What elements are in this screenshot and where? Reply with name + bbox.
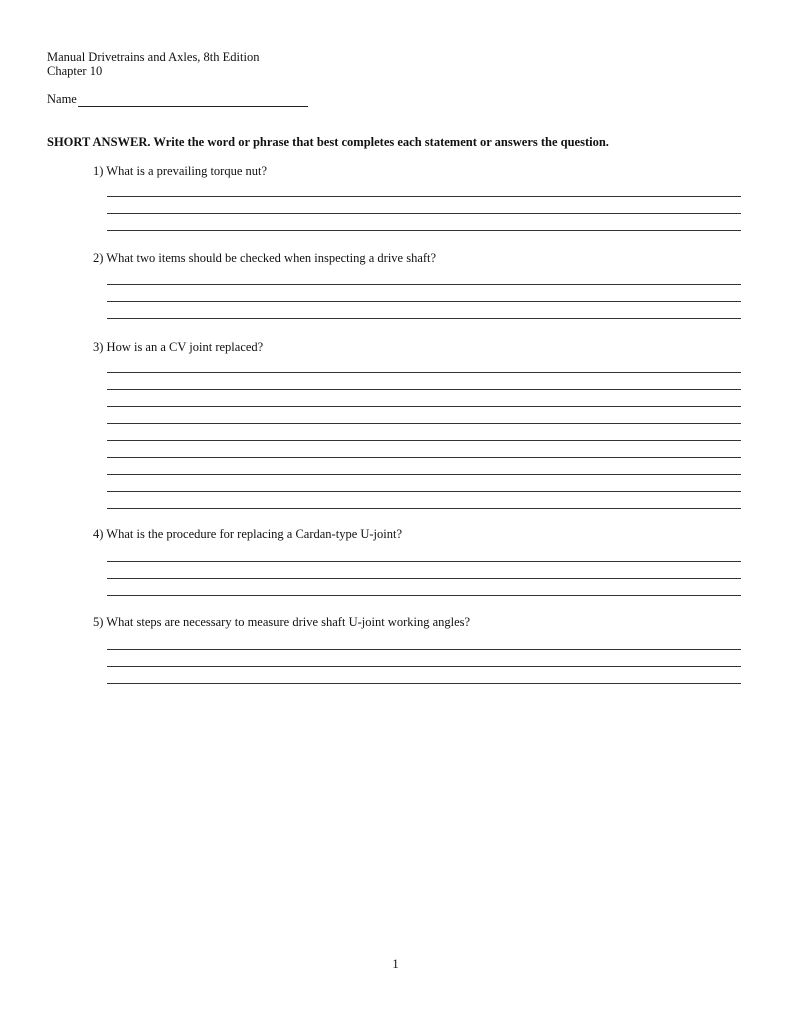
answer-line: [107, 474, 741, 475]
answer-line: [107, 561, 741, 562]
answer-line: [107, 666, 741, 667]
page-number: 1: [392, 957, 399, 971]
chapter-label: Chapter 10: [47, 64, 103, 78]
answer-line: [107, 683, 741, 684]
answer-line: [107, 440, 741, 441]
answer-line: [107, 649, 741, 650]
answer-line: [107, 196, 741, 197]
name-field: [47, 92, 308, 107]
name-label: Name: [47, 92, 77, 106]
question-5: 5) What steps are necessary to measure drive shaft U-joint working angles?: [93, 615, 471, 629]
answer-line: [107, 457, 741, 458]
question-3: 3) How is an a CV joint replaced?: [93, 340, 264, 354]
answer-line: [107, 372, 741, 373]
question-1: 1) What is a prevailing torque nut?: [93, 164, 268, 178]
name-underline: [78, 94, 308, 107]
question-2: 2) What two items should be checked when inspecting a drive shaft?: [93, 251, 437, 265]
answer-line: [107, 491, 741, 492]
answer-line: [107, 284, 741, 285]
answer-line: [107, 230, 741, 231]
answer-line: [107, 318, 741, 319]
answer-line: [107, 213, 741, 214]
book-title: Manual Drivetrains and Axles, 8th Edition: [47, 50, 260, 64]
answer-line: [107, 508, 741, 509]
answer-line: [107, 578, 741, 579]
instructions-text: SHORT ANSWER. Write the word or phrase that best completes each statement or answers the question.: [47, 135, 609, 149]
answer-line: [107, 423, 741, 424]
answer-line: [107, 389, 741, 390]
answer-line: [107, 406, 741, 407]
question-4: 4) What is the procedure for replacing a Cardan-type U-joint?: [93, 527, 403, 541]
answer-line: [107, 301, 741, 302]
answer-line: [107, 595, 741, 596]
